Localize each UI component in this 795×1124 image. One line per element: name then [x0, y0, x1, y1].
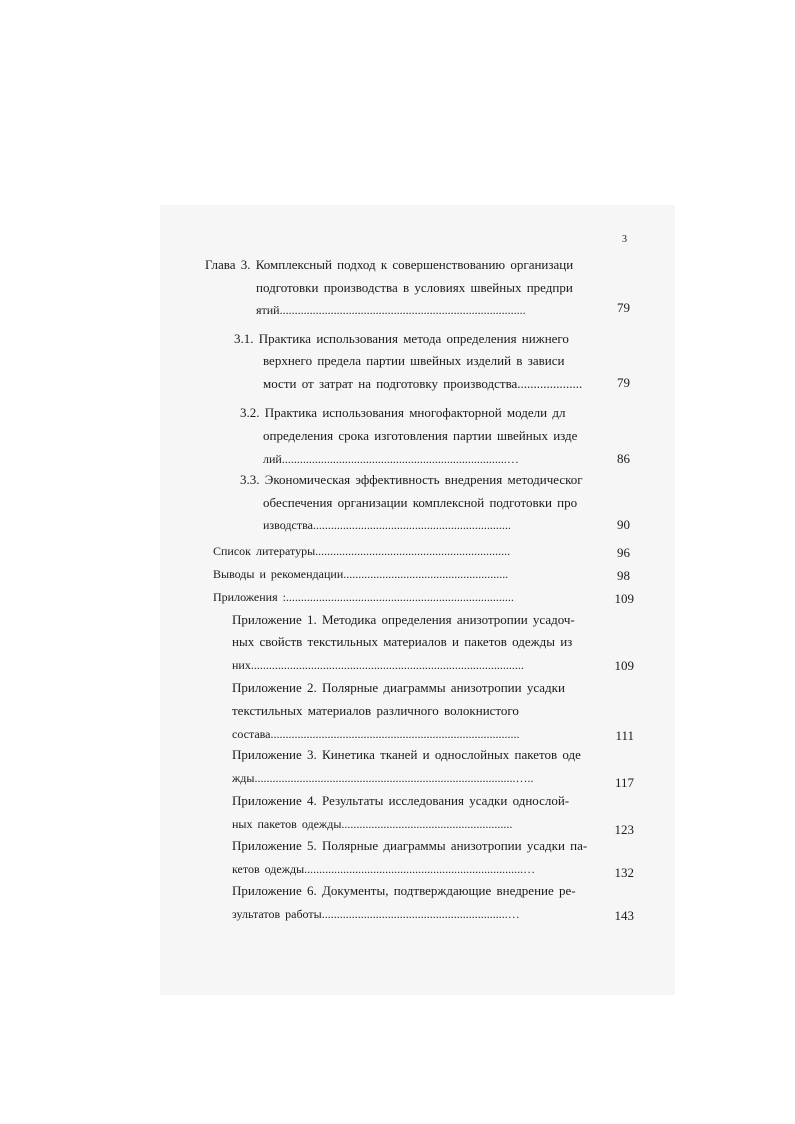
toc-section-3-1-line2: верхнего предела партии швейных изделий в зависи	[263, 353, 565, 368]
toc-section-3-1-page: 79	[617, 375, 630, 390]
toc-appendix4-line2: ных пакетов одежды.........................................................	[232, 817, 513, 831]
toc-section-3-3-line2: обеспечения организации комплексной подготовки про	[263, 495, 578, 510]
toc-appendix3-page: 117	[614, 775, 634, 790]
toc-appendix6-line2: зультатов работы..............................................................…	[232, 907, 520, 921]
toc-section-3-2-line3: лий...........................................................................…	[263, 452, 519, 466]
toc-bibliography: Список литературы.................................................................	[213, 544, 511, 558]
toc-appendix1-line1: Приложение 1. Методика определения анизотропии усадоч-	[232, 612, 575, 627]
toc-appendix5-page: 132	[614, 865, 634, 880]
toc-section-3-2-line1: 3.2. Практика использования многофакторной модели дл	[240, 405, 566, 420]
toc-appendix3-line2: жды.......................................................................................…..	[232, 771, 534, 785]
toc-section-3-3-line1: 3.3. Экономическая эффективность внедрения методическог	[240, 472, 583, 487]
toc-appendix2-line3: состава...................................................................................	[232, 727, 520, 741]
toc-chapter3-line1: Глава 3. Комплексный подход к совершенствованию организаци	[205, 257, 574, 272]
toc-section-3-1-line3: мости от затрат на подготовку производства....................	[263, 376, 583, 391]
toc-appendix2-page: 111	[615, 728, 634, 743]
toc-appendix5-line1: Приложение 5. Полярные диаграммы анизотропии усадки па-	[232, 838, 588, 853]
toc-appendix4-line1: Приложение 4. Результаты исследования усадки однослой-	[232, 793, 570, 808]
toc-conclusions: Выводы и рекомендации.......................................................	[213, 567, 509, 581]
page-number: 3	[622, 234, 627, 245]
toc-appendix1-page: 109	[614, 658, 634, 673]
toc-conclusions-page: 98	[617, 568, 630, 583]
toc-appendix1-line3: них...........................................................................................	[232, 658, 524, 672]
toc-appendix6-page: 143	[614, 908, 634, 923]
toc-appendix6-line1: Приложение 6. Документы, подтверждающие внедрение ре-	[232, 883, 576, 898]
toc-section-3-1-line1: 3.1. Практика использования метода определения нижнего	[234, 331, 569, 346]
toc-chapter3-line2: подготовки производства в условиях швейных предпри	[256, 280, 573, 295]
toc-chapter3-line3: ятий..................................................................................	[256, 303, 526, 317]
toc-appendices-page: 109	[614, 591, 634, 606]
toc-appendix5-line2: кетов одежды.........................................................................…	[232, 862, 536, 876]
toc-appendix1-line2: ных свойств текстильных материалов и пакетов одежды из	[232, 634, 573, 649]
toc-section-3-3-page: 90	[617, 517, 630, 532]
toc-bibliography-page: 96	[617, 545, 630, 560]
toc-appendix3-line1: Приложение 3. Кинетика тканей и однослойных пакетов оде	[232, 747, 581, 762]
toc-section-3-3-line3: изводства..................................................................	[263, 518, 511, 532]
toc-chapter3-page: 79	[617, 300, 630, 315]
toc-appendix2-line1: Приложение 2. Полярные диаграммы анизотропии усадки	[232, 680, 565, 695]
toc-appendix2-line2: текстильных материалов различного волокнистого	[232, 703, 519, 718]
toc-section-3-2-line2: определения срока изготовления партии швейных изде	[263, 428, 578, 443]
toc-section-3-2-page: 86	[617, 451, 630, 466]
toc-appendices: Приложения :............................................................................	[213, 590, 514, 604]
toc-appendix4-page: 123	[614, 822, 634, 837]
